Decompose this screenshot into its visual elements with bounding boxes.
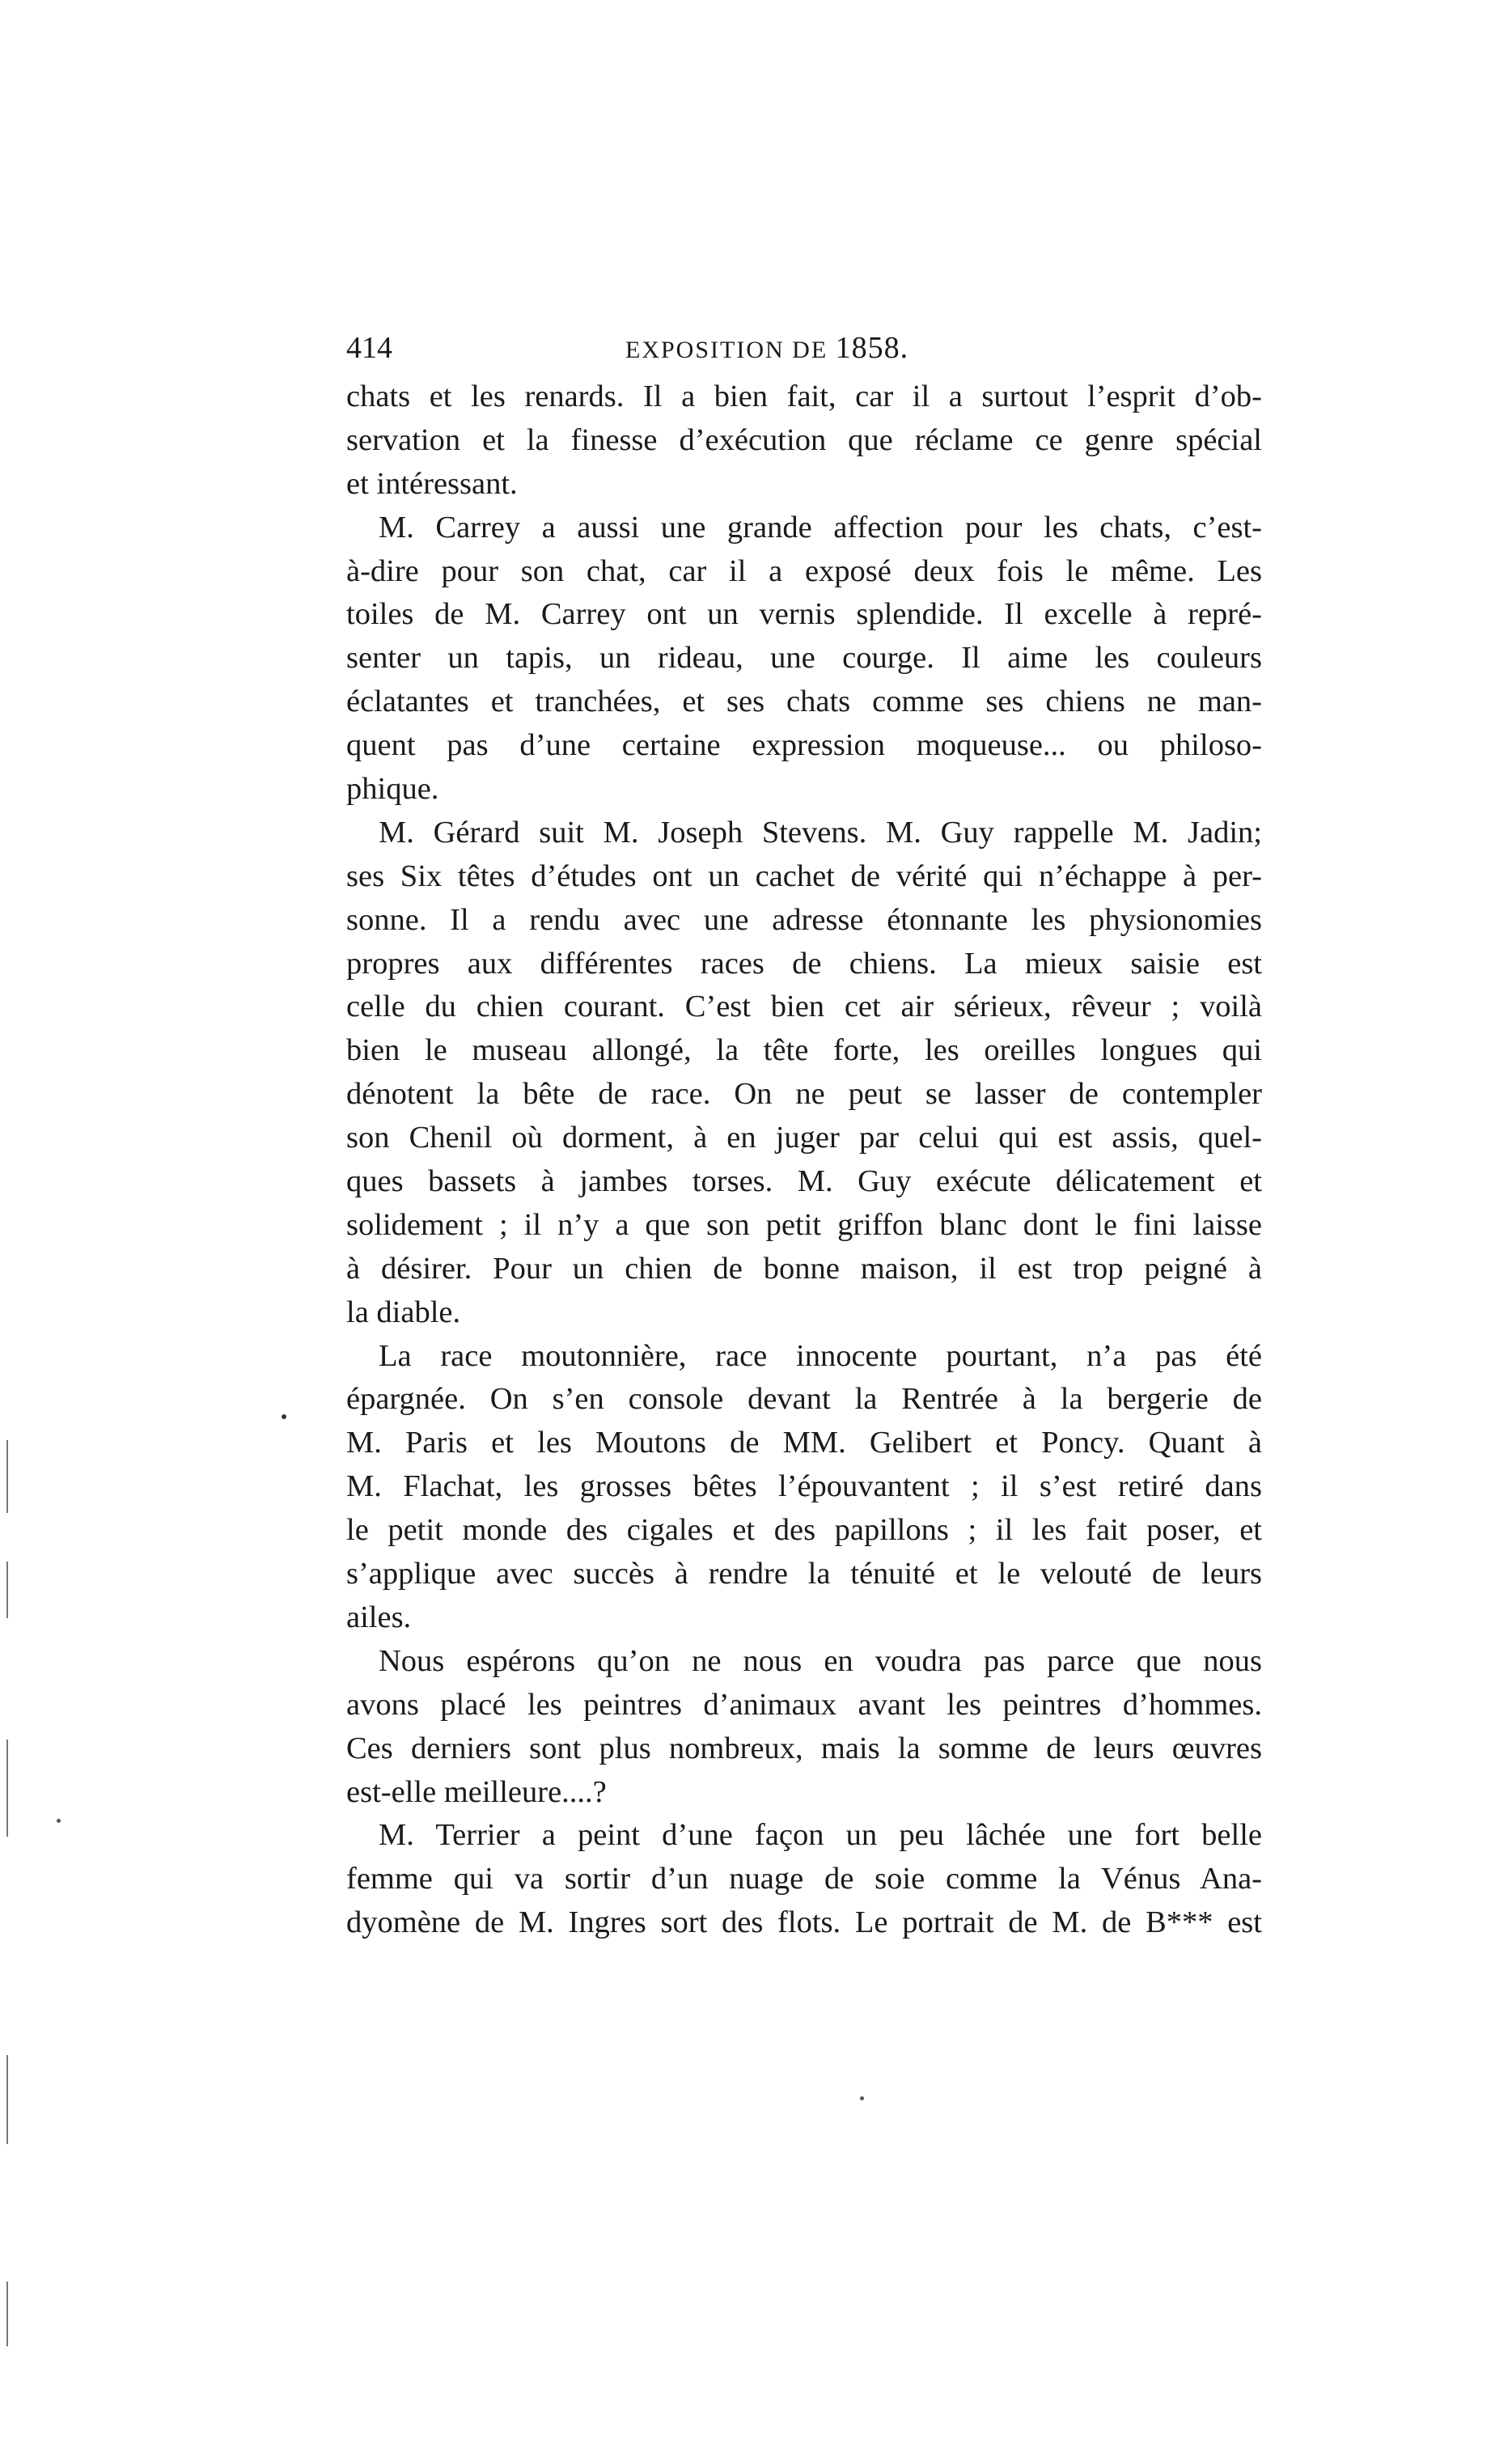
text-line: à désirer. Pour un chien de bonne maison, il est trop peigné à [346,1251,1262,1286]
scan-margin-line [6,1440,8,1513]
text-line: bien le museau allongé, la tête forte, les oreilles longues qui [346,1033,1262,1068]
text-line: ques bassets à jambes torses. M. Guy exécute délicatement et [346,1164,1262,1199]
text-line: son Chenil où dorment, à en juger par celui qui est assis, quel- [346,1121,1262,1155]
text-line: celle du chien courant. C’est bien cet air sérieux, rêveur ; voilà [346,990,1262,1024]
text-line: propres aux différentes races de chiens. La mieux saisie est [346,946,1262,981]
text-line: sonne. Il a rendu avec une adresse étonnante les physionomies [346,902,1262,937]
text-line: M. Paris et les Moutons de MM. Gelibert et Poncy. Quant à [346,1426,1262,1460]
text-line: épargnée. On s’en console devant la Rentrée à la bergerie de [346,1382,1262,1417]
scan-speck [57,1819,61,1823]
text-line: Ces derniers sont plus nombreux, mais la somme de leurs œuvres [346,1731,1262,1765]
scan-margin-line [6,1740,8,1837]
text-line: dyomène de M. Ingres sort des flots. Le portrait de M. de B*** est [346,1905,1262,1940]
scan-margin-line [6,2282,8,2346]
text-line: à-dire pour son chat, car il a exposé deux fois le même. Les [346,553,1262,588]
text-line: dénotent la bête de race. On ne peut se lasser de contempler [346,1077,1262,1112]
text-line: chats et les renards. Il a bien fait, car il a surtout l’esprit d’ob- [346,379,1262,413]
running-title-year: 1858. [835,331,909,365]
text-line: M. Carrey a aussi une grande affection pour les chats, c’est- [379,510,1262,545]
body-text [346,375,1262,1945]
scan-speck [282,1414,286,1419]
running-title [625,324,908,375]
text-line: servation et la finesse d’exécution que réclame ce genre spécial [346,422,1262,457]
page-header [346,324,1260,372]
scan-margin-line [6,2055,8,2144]
scan-margin-line [6,1562,8,1618]
text-line: solidement ; il n’y a que son petit griffon blanc dont le fini laisse [346,1207,1262,1242]
page-number: 414 [346,331,392,365]
text-line: s’applique avec succès à rendre la ténuité et le velouté de leurs [346,1557,1262,1591]
text-line: la diable. [346,1295,461,1329]
text-line: Nous espérons qu’on ne nous en voudra pas parce que nous [379,1643,1262,1678]
text-line: ailes. [346,1600,412,1634]
text-line: avons placé les peintres d’animaux avant les peintres d’hommes. [346,1687,1262,1722]
text-line: ses Six têtes d’études ont un cachet de vérité qui n’échappe à per- [346,858,1262,893]
text-line: M. Gérard suit M. Joseph Stevens. M. Guy rappelle M. Jadin; [379,815,1262,850]
text-line: M. Terrier a peint d’une façon un peu lâchée une fort belle [379,1818,1262,1853]
text-line: senter un tapis, un rideau, une courge. Il aime les couleurs [346,641,1262,676]
text-line: est-elle meilleure....? [346,1774,607,1809]
text-line: toiles de M. Carrey ont un vernis splendide. Il excelle à repré- [346,597,1262,632]
text-line: le petit monde des cigales et des papillons ; il les fait poser, et [346,1513,1262,1548]
text-line: éclatantes et tranchées, et ses chats comme ses chiens ne man- [346,684,1262,719]
text-line: et intéressant. [346,466,518,501]
text-line: M. Flachat, les grosses bêtes l’épouvantent ; il s’est retiré dans [346,1469,1262,1504]
scan-speck [860,2096,864,2100]
running-title-text: EXPOSITION DE [625,337,828,363]
text-line: femme qui va sortir d’un nuage de soie comme la Vénus Ana- [346,1862,1262,1896]
text-line: La race moutonnière, race innocente pourtant, n’a pas été [379,1338,1262,1373]
text-line: quent pas d’une certaine expression moqueuse... ou philoso- [346,728,1262,763]
text-line: phique. [346,772,439,807]
